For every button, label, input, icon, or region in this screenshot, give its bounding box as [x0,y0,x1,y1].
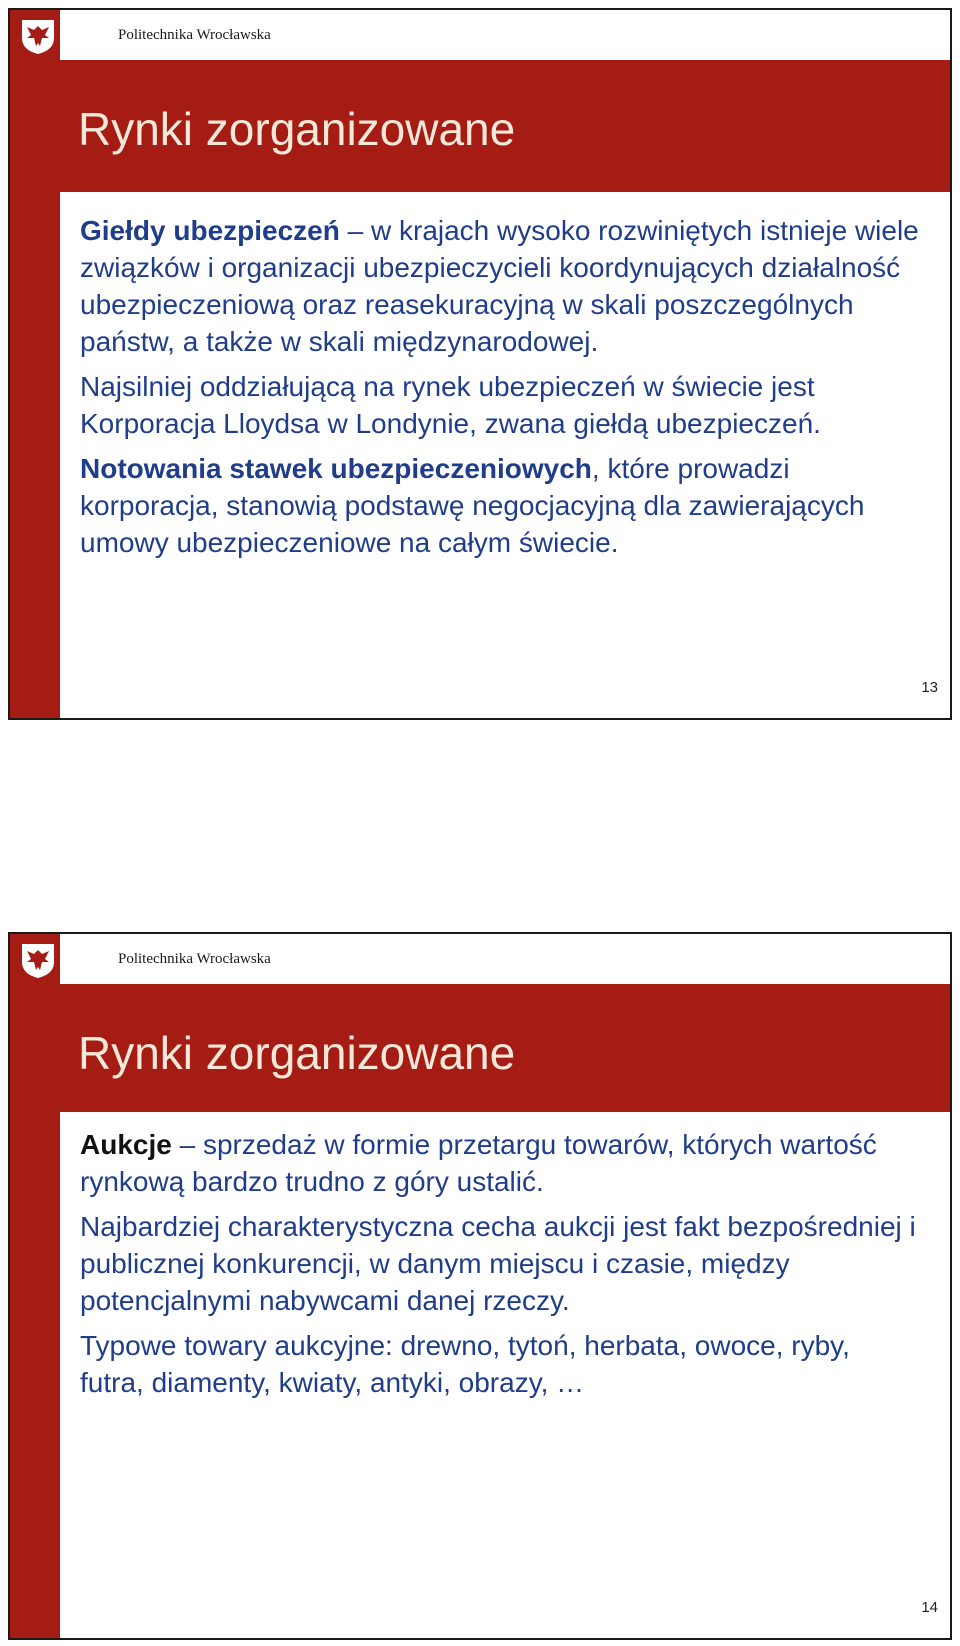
paragraph-text: Najsilniej oddziałującą na rynek ubezpieczeń w świecie jest Korporacja Lloydsa w Londynie, zwana giełdą ubezpieczeń. [80,371,821,439]
paragraph-text: Najbardziej charakterystyczna cecha aukcji jest fakt bezpośredniej i publicznej konkurencji, w danym miejscu i czasie, między potencjalnymi nabywcami danej rzeczy. [80,1211,916,1316]
university-name: Politechnika Wrocławska [118,27,271,43]
eagle-crest-icon [16,14,60,58]
paragraph [80,1327,920,1401]
eagle-crest-icon [16,938,60,982]
header-bar [60,10,950,60]
slide-title: Rynki zorganizowane [78,1027,516,1079]
title-bar [60,984,950,1112]
slide-body [80,1126,920,1409]
paragraph [80,368,920,442]
slide-2 [8,932,952,1640]
accent-strip [10,10,60,718]
paragraph-text: – w krajach wysoko rozwiniętych istnieje wiele związków i organizacji ubezpieczycieli koordynujących działalność ubezpieczeniową oraz reasekuracyjną w skali poszczególnych państw, a także w skali międzynarodowej. [80,215,919,357]
accent-strip [10,934,60,1638]
paragraph-text: , które prowadzi korporacja, stanowią podstawę negocjacyjną dla zawierających umowy ubezpieczeniowe na całym świecie. [80,453,865,558]
paragraph-text: Typowe towary aukcyjne: drewno, tytoń, herbata, owoce, ryby, futra, diamenty, kwiaty, antyki, obrazy, … [80,1330,850,1398]
paragraph-lead: Notowania stawek ubezpieczeniowych [80,453,592,484]
page-number: 14 [921,1599,938,1616]
header-bar [60,934,950,984]
paragraph-text: – sprzedaż w formie przetargu towarów, których wartość rynkową bardzo trudno z góry ustalić. [80,1129,877,1197]
slide-title: Rynki zorganizowane [78,103,516,155]
slide-1 [8,8,952,720]
paragraph [80,212,920,360]
paragraph-lead: Aukcje [80,1129,172,1160]
university-name: Politechnika Wrocławska [118,951,271,967]
page-number: 13 [921,679,938,696]
paragraph-lead: Giełdy ubezpieczeń [80,215,340,246]
slide-body [80,212,920,569]
title-bar [60,60,950,192]
paragraph [80,450,920,561]
paragraph [80,1208,920,1319]
paragraph [80,1126,920,1200]
